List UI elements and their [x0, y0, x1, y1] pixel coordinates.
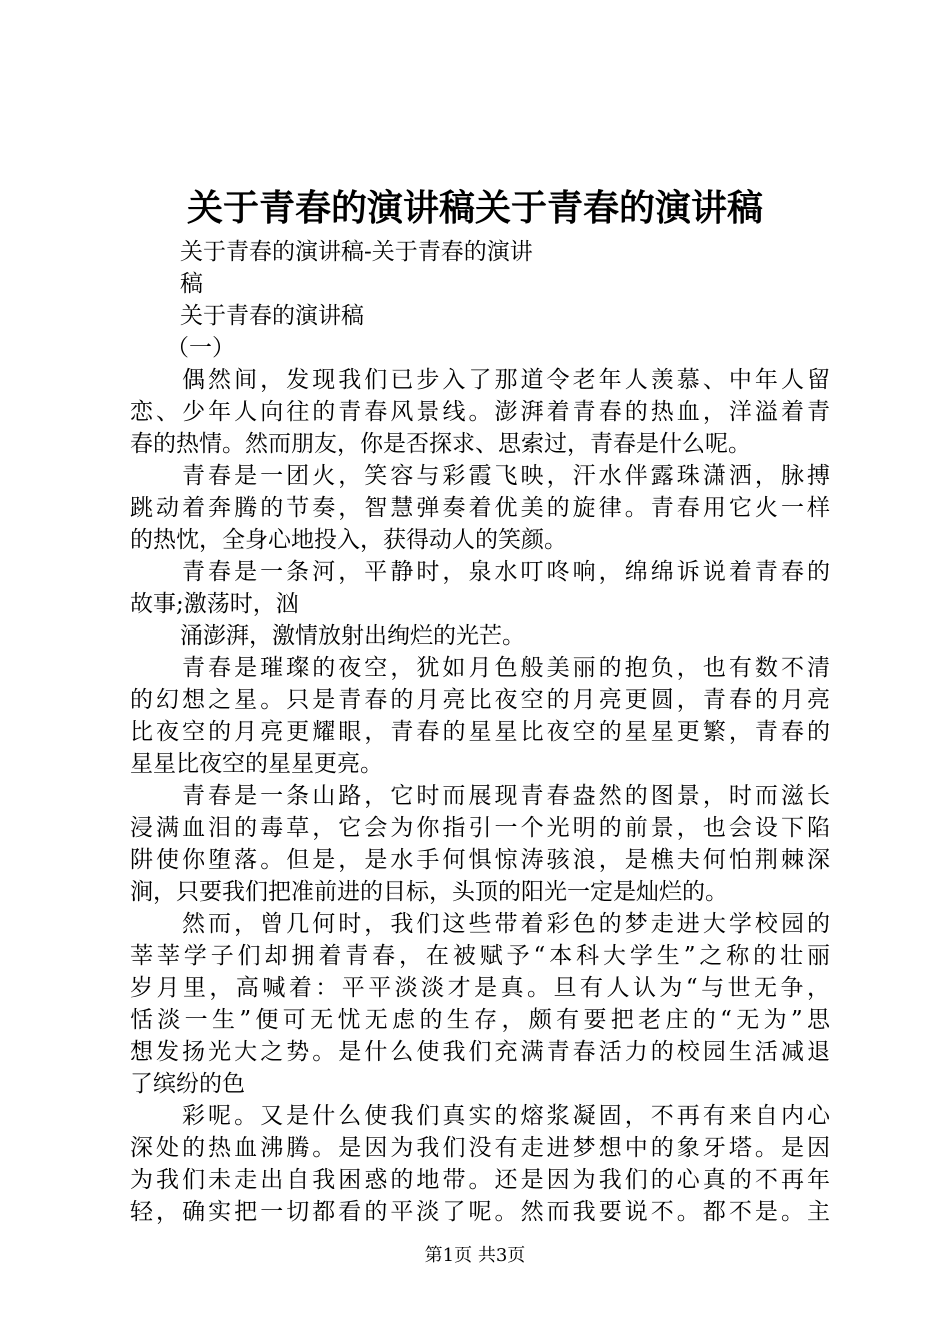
- body-line: 浸满血泪的毒草，它会为你指引一个光明的前景，也会设下陷: [130, 815, 830, 841]
- body-line: 的热忱，全身心地投入，获得动人的笑颜。: [130, 527, 567, 553]
- body-line: 的幻想之星。只是青春的月亮比夜空的月亮更圆，青春的月亮: [130, 687, 830, 713]
- document-title: 关于青春的演讲稿关于青春的演讲稿: [186, 187, 763, 229]
- body-line: 了缤纷的色: [130, 1071, 245, 1097]
- body-line: 稿: [180, 271, 203, 297]
- body-line: 青春是璀璨的夜空，犹如月色般美丽的抱负，也有数不清: [182, 655, 830, 681]
- document-body: [130, 236, 830, 1228]
- body-line: 莘莘学子们却拥着青春，在被赋予“本科大学生”之称的壮丽: [130, 943, 830, 969]
- body-line: 偶然间，发现我们已步入了那道令老年人羡慕、中年人留: [182, 367, 830, 393]
- body-line: 恬淡一生”便可无忧无虑的生存，颇有要把老庄的“无为”思: [130, 1007, 830, 1033]
- body-line: 关于青春的演讲稿-关于青春的演讲: [180, 239, 533, 265]
- body-line: 轻，确实把一切都看的平淡了呢。然而我要说不。都不是。主: [130, 1199, 830, 1225]
- body-line: 涌澎湃，激情放射出绚烂的光芒。: [180, 623, 525, 649]
- body-line: 星星比夜空的星星更亮。: [130, 751, 383, 777]
- body-line: 岁月里，高喊着：平平淡淡才是真。旦有人认为“与世无争，: [130, 975, 830, 1001]
- body-line: 阱使你堕落。但是，是水手何惧惊涛骇浪，是樵夫何怕荆棘深: [130, 847, 830, 873]
- page-footer: 第1页 共3页: [424, 1245, 526, 1266]
- body-line: 青春是一条河，平静时，泉水叮咚响，绵绵诉说着青春的: [182, 559, 830, 585]
- body-line: 比夜空的月亮更耀眼，青春的星星比夜空的星星更繁，青春的: [130, 719, 830, 745]
- body-line: 青春是一团火，笑容与彩霞飞映，汗水伴露珠潇洒，脉搏: [182, 463, 830, 489]
- body-line: 然而，曾几何时，我们这些带着彩色的梦走进大学校园的: [182, 911, 830, 937]
- body-line: 跳动着奔腾的节奏，智慧弹奏着优美的旋律。青春用它火一样: [130, 495, 830, 521]
- body-line: 涧，只要我们把准前进的目标，头顶的阳光一定是灿烂的。: [130, 879, 728, 905]
- body-line: 彩呢。又是什么使我们真实的熔浆凝固，不再有来自内心: [182, 1103, 830, 1129]
- body-line: （一）: [166, 335, 235, 361]
- body-line: 恋、少年人向往的青春风景线。澎湃着青春的热血，洋溢着青: [130, 399, 830, 425]
- body-line: 春的热情。然而朋友，你是否探求、思索过，青春是什么呢。: [130, 431, 751, 457]
- body-line: 青春是一条山路，它时而展现青春盎然的图景，时而滋长: [182, 783, 830, 809]
- body-line: 故事;激荡时，汹: [130, 591, 299, 617]
- body-line: 关于青春的演讲稿: [180, 303, 364, 329]
- body-line: 深处的热血沸腾。是因为我们没有走进梦想中的象牙塔。是因: [130, 1135, 830, 1161]
- body-line: 想发扬光大之势。是什么使我们充满青春活力的校园生活减退: [130, 1039, 830, 1065]
- body-line: 为我们未走出自我困惑的地带。还是因为我们的心真的不再年: [130, 1167, 830, 1193]
